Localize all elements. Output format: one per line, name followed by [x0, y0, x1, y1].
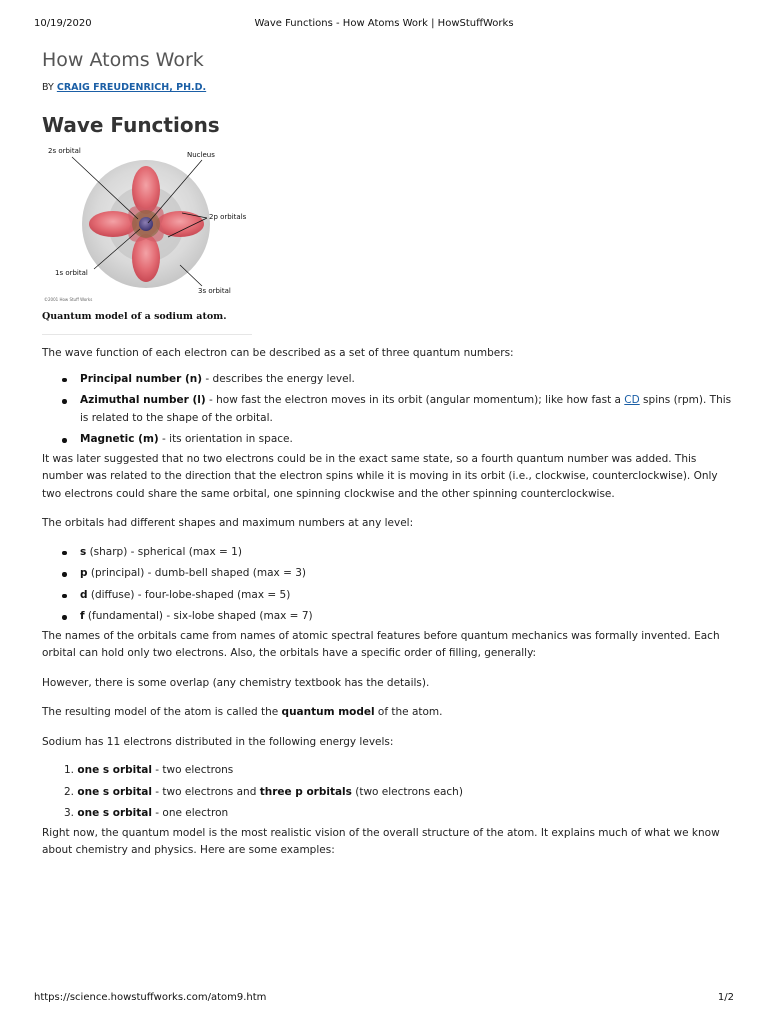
label-3s-orbital: 3s orbital: [198, 287, 231, 295]
list-item: Azimuthal number (l) - how fast the electron moves in its orbit (angular momentum); like how fast a CD spins (rpm). This is related to the shape of the orbital.: [42, 392, 732, 427]
sodium-atom-figure: [42, 145, 252, 305]
paragraph-fourth-number: It was later suggested that no two electrons could be in the exact same state, so a fourth quantum number was added. This number was related to the direction that the electron spins while it is moving in its orbit (i.e., clockwise, counterclockwise). Only two electrons could share the same orbital, one spinning clockwise and the other spinning counterclockwise.: [42, 452, 718, 500]
print-page-title: Wave Functions - How Atoms Work | HowStuffWorks: [254, 18, 514, 29]
sodium-energy-levels-list: [42, 762, 732, 823]
label-2p-orbitals: 2p orbitals: [209, 213, 247, 221]
caption-divider: [42, 334, 252, 335]
label-1s-orbital: 1s orbital: [55, 269, 88, 277]
list-item: Magnetic (m) - its orientation in space.: [42, 431, 732, 449]
list-item: 1. one s orbital - two electrons: [64, 764, 234, 776]
page-title: Wave Functions: [42, 113, 220, 137]
paragraph-sodium: Sodium has 11 electrons distributed in the following energy levels:: [42, 735, 394, 748]
print-header: [34, 18, 734, 32]
list-item: p (principal) - dumb-bell shaped (max = 3): [42, 565, 732, 583]
orbital-shapes-list: [42, 544, 732, 626]
print-date: 10/19/2020: [34, 18, 92, 29]
quantum-numbers-list: [42, 371, 732, 449]
list-item: s (sharp) - spherical (max = 1): [42, 544, 732, 562]
figure-caption: Quantum model of a sodium atom.: [42, 311, 227, 322]
label-nucleus: Nucleus: [187, 151, 215, 159]
figure-copyright: ©2001 How Stuff Works: [44, 297, 93, 302]
list-item: 3. one s orbital - one electron: [64, 807, 229, 819]
article-series-title[interactable]: How Atoms Work: [42, 49, 204, 71]
paragraph-final: Right now, the quantum model is the most realistic vision of the overall structure of the atom. It explains much of what we know about chemistry and physics. Here are some examples:: [42, 826, 720, 856]
byline: [42, 81, 732, 95]
list-item: f (fundamental) - six-lobe shaped (max = 7): [42, 608, 732, 626]
label-2s-orbital: 2s orbital: [48, 147, 81, 155]
byline-prefix: BY: [42, 82, 54, 93]
cd-link[interactable]: CD: [624, 394, 640, 406]
paragraph-overlap: However, there is some overlap (any chemistry textbook has the details).: [42, 676, 430, 689]
paragraph-intro: The wave function of each electron can be described as a set of three quantum numbers:: [42, 347, 514, 359]
list-item: 2. one s orbital - two electrons and three p orbitals (two electrons each): [64, 785, 463, 798]
author-link[interactable]: CRAIG FREUDENRICH, PH.D.: [56, 82, 207, 93]
paragraph-shapes: The orbitals had different shapes and maximum numbers at any level:: [42, 517, 414, 529]
list-item: d (diffuse) - four-lobe-shaped (max = 5): [42, 587, 732, 605]
sodium-atom-diagram: [42, 145, 252, 305]
print-page-number: 1/2: [717, 992, 734, 1003]
print-footer: [34, 992, 734, 1006]
print-url: https://science.howstuffworks.com/atom9.htm: [34, 992, 267, 1003]
paragraph-orbital-names: The names of the orbitals came from names of atomic spectral features before quantum mechanics was formally invented. Each orbital can hold only two electrons. Also, the orbitals have a specific order of filling, generally:: [42, 629, 720, 659]
list-item: Principal number (n) - describes the energy level.: [42, 371, 732, 389]
article: [42, 46, 732, 860]
paragraph-quantum-model: The resulting model of the atom is called the quantum model of the atom.: [42, 706, 443, 718]
